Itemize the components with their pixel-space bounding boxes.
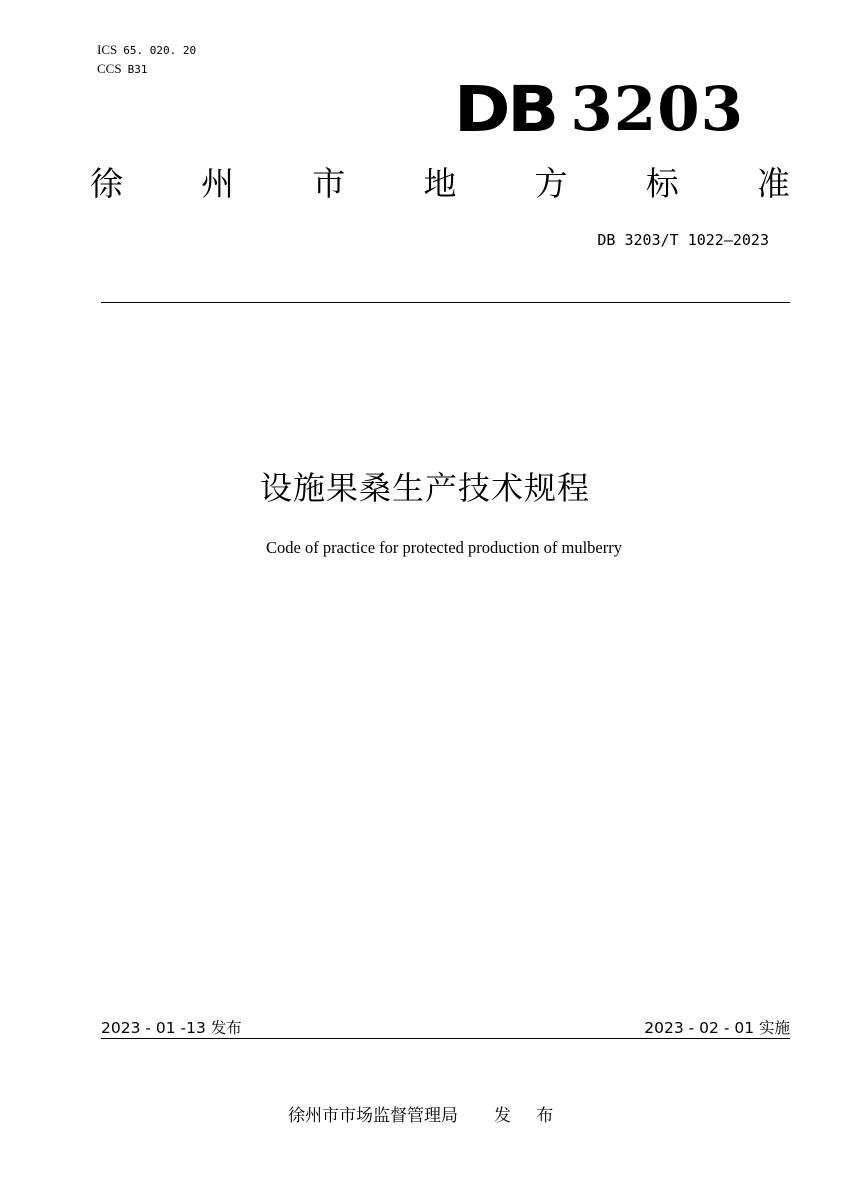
standard-mark-prefix: DB xyxy=(454,73,556,146)
issuer-name: 徐州市市场监督管理局 xyxy=(288,1106,458,1126)
standard-type-char: 州 xyxy=(201,164,235,203)
standard-type-char: 徐 xyxy=(90,164,123,203)
ics-code xyxy=(97,43,196,58)
standard-type-char: 准 xyxy=(756,164,790,203)
ccs-label: CCS xyxy=(97,61,122,76)
standard-number: DB 3203/T 1022—2023 xyxy=(597,231,769,249)
standard-type-char: 地 xyxy=(423,164,457,203)
standard-mark-code: 3203 xyxy=(570,74,745,145)
document-title-cn: 设施果桑生产技术规程 xyxy=(259,469,590,507)
ccs-value: B31 xyxy=(127,63,148,76)
header-divider xyxy=(101,302,790,303)
ics-value: 65. 020. 20 xyxy=(123,44,197,57)
document-title-en: Code of practice for protected production of mulberry xyxy=(266,538,622,557)
standard-type-char: 方 xyxy=(534,164,568,203)
standard-mark xyxy=(454,73,745,146)
implementation-date: 2023 - 02 - 01 实施 xyxy=(644,1019,790,1037)
issuer xyxy=(288,1101,563,1126)
standard-type-heading xyxy=(90,162,790,206)
issuer-action: 发 布 xyxy=(494,1106,564,1126)
ccs-code xyxy=(97,62,147,77)
issue-date: 2023 - 01 -13 发布 xyxy=(101,1019,242,1037)
standard-type-char: 市 xyxy=(312,164,346,203)
ics-label: ICS xyxy=(97,42,118,57)
standard-type-char: 标 xyxy=(645,164,679,203)
footer-divider xyxy=(101,1038,790,1039)
